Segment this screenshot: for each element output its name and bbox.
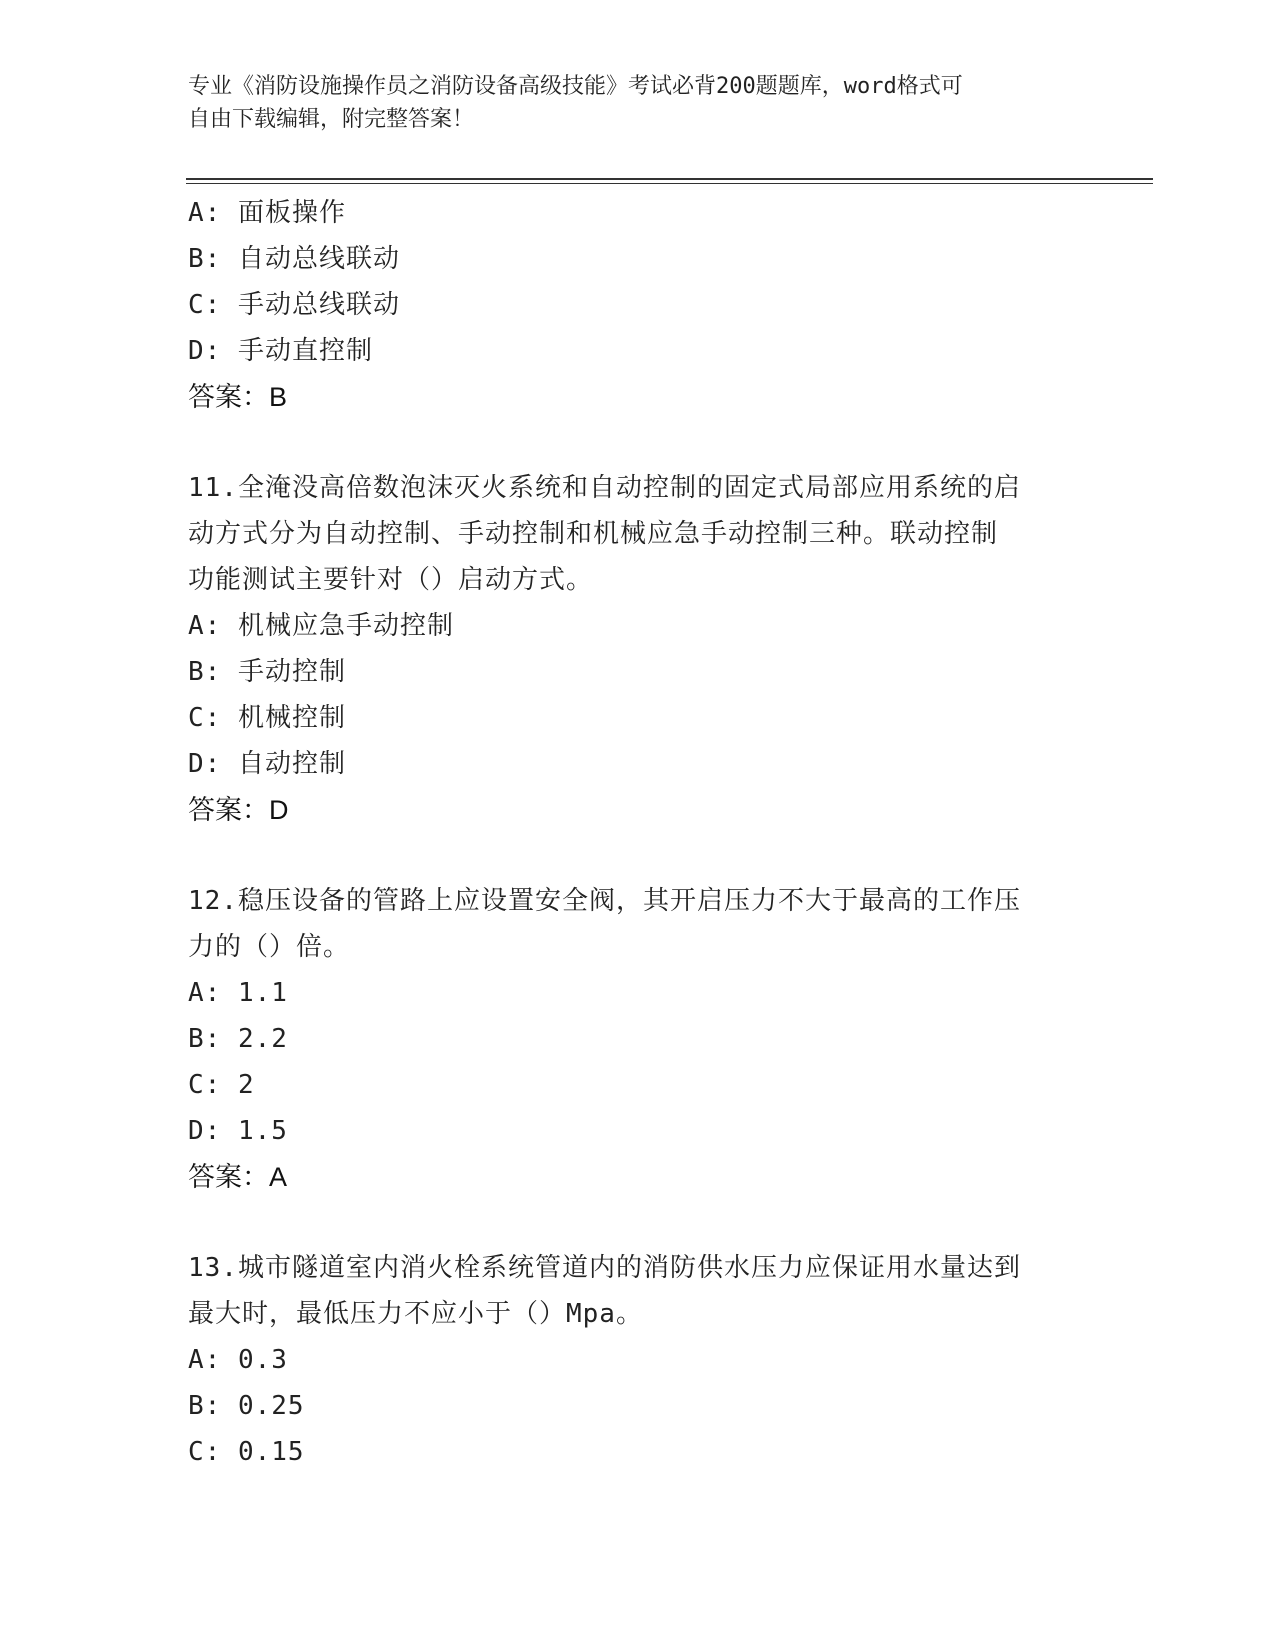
question-text-line: 最大时，最低压力不应小于（）Mpa。 xyxy=(188,1299,643,1329)
option-a: A: 机械应急手动控制 xyxy=(188,611,454,641)
option-d: D: 1.5 xyxy=(188,1116,288,1146)
question-text-line: 13.城市隧道室内消火栓系统管道内的消防供水压力应保证用水量达到 xyxy=(188,1253,1021,1283)
question-text-line: 12.稳压设备的管路上应设置安全阀，其开启压力不大于最高的工作压 xyxy=(188,886,1021,916)
option-b: B: 0.25 xyxy=(188,1391,305,1421)
option-b: B: 手动控制 xyxy=(188,657,346,687)
option-c: C: 0.15 xyxy=(188,1437,305,1467)
option-c: C: 2 xyxy=(188,1070,255,1100)
answer-line: 答案：D xyxy=(188,795,289,825)
question-text-line: 11.全淹没高倍数泡沫灭火系统和自动控制的固定式局部应用系统的启 xyxy=(188,473,1021,503)
header-divider-thick xyxy=(186,178,1153,180)
option-a: A: 面板操作 xyxy=(188,198,346,228)
header-line-2: 自由下载编辑，附完整答案！ xyxy=(188,107,475,132)
header-divider-thin xyxy=(186,183,1153,184)
question-list xyxy=(188,190,1088,1475)
question-10-continued xyxy=(188,190,1088,420)
spacer xyxy=(188,420,1088,465)
question-11 xyxy=(188,465,1088,833)
option-a: A: 0.3 xyxy=(188,1345,288,1375)
spacer xyxy=(188,833,1088,878)
question-13 xyxy=(188,1245,1088,1475)
question-text-line: 力的（）倍。 xyxy=(188,932,351,962)
option-b: B: 2.2 xyxy=(188,1024,288,1054)
option-c: C: 机械控制 xyxy=(188,703,346,733)
option-d: D: 自动控制 xyxy=(188,749,346,779)
option-b: B: 自动总线联动 xyxy=(188,244,400,274)
spacer xyxy=(188,1200,1088,1245)
header-line-1: 专业《消防设施操作员之消防设备高级技能》考试必背200题题库，word格式可 xyxy=(188,74,963,99)
option-a: A: 1.1 xyxy=(188,978,288,1008)
document-header xyxy=(188,70,1088,136)
question-text-line: 动方式分为自动控制、手动控制和机械应急手动控制三种。联动控制 xyxy=(188,519,999,549)
answer-line: 答案：A xyxy=(188,1162,288,1192)
answer-line: 答案：B xyxy=(188,382,288,412)
question-text xyxy=(188,465,1088,603)
question-text-line: 功能测试主要针对（）启动方式。 xyxy=(188,565,594,595)
question-12 xyxy=(188,878,1088,1200)
option-d: D: 手动直控制 xyxy=(188,336,373,366)
question-text xyxy=(188,1245,1088,1337)
question-text xyxy=(188,878,1088,970)
option-c: C: 手动总线联动 xyxy=(188,290,400,320)
